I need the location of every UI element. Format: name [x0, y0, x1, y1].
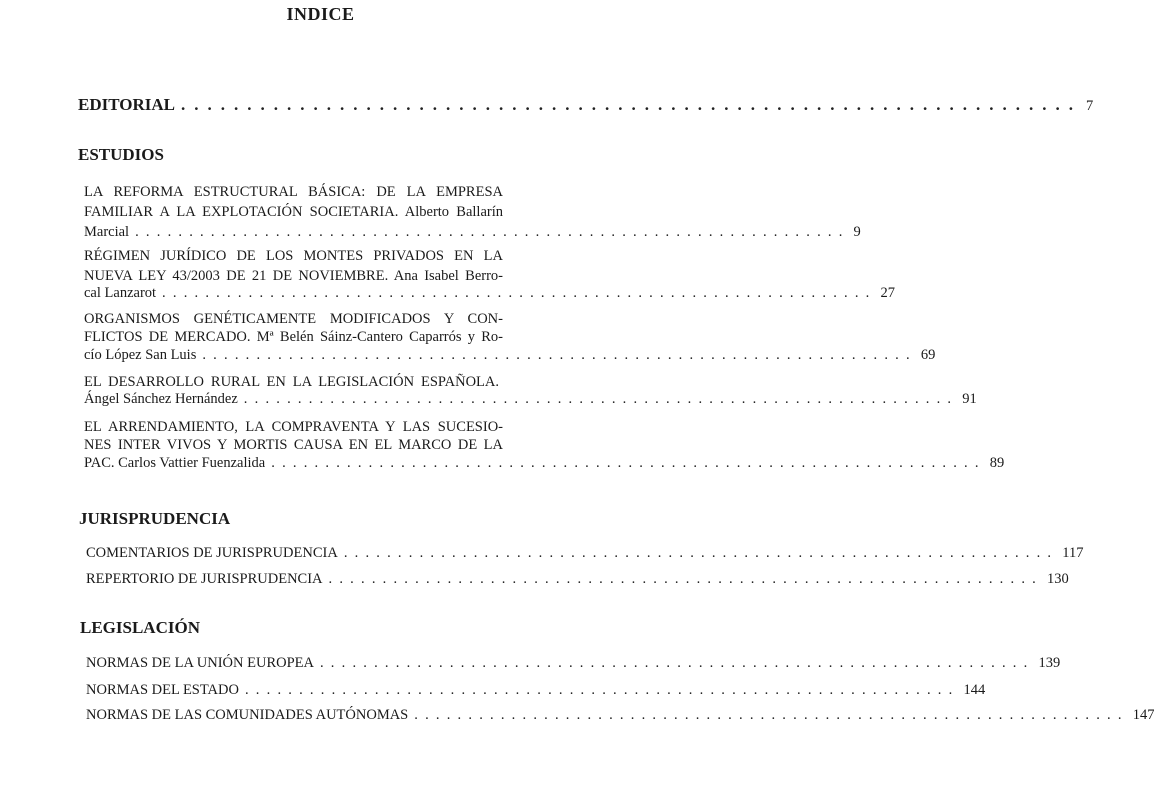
toc-page-number: 144: [963, 682, 986, 698]
toc-entry-text: PAC. Carlos Vattier Fuenzalida: [84, 455, 266, 471]
toc-page-number: 69: [920, 347, 936, 363]
toc-entry-label: NORMAS DE LAS COMUNIDADES AUTÓNOMAS: [86, 707, 409, 723]
leader-dots: ..................................................................: [243, 391, 959, 407]
leader-dots: ..................................................................: [343, 545, 1059, 561]
toc-entry-text: EL DESARROLLO RURAL EN LA LEGISLACIÓN ESPAÑOLA.: [84, 374, 499, 390]
section-heading-legislacion: LEGISLACIÓN: [80, 618, 200, 637]
toc-entry-label: COMENTARIOS DE JURISPRUDENCIA: [86, 545, 338, 561]
leader-dots: ..................................................................: [414, 707, 1129, 723]
toc-entry-last-line: [84, 285, 895, 302]
toc-entry-editorial[interactable]: [78, 95, 1094, 115]
toc-entry-text: cal Lanzarot: [84, 285, 157, 301]
toc-page-number: 130: [1046, 571, 1069, 587]
section-heading-estudios: ESTUDIOS: [78, 145, 164, 164]
toc-entry-last-line: [84, 224, 861, 241]
page-title: INDICE: [286, 4, 355, 24]
toc-entry-text: ORGANISMOS GENÉTICAMENTE MODIFICADOS Y CON-: [84, 311, 503, 327]
toc-entry-label: NORMAS DE LA UNIÓN EUROPEA: [86, 655, 314, 671]
toc-entry-text: Marcial: [84, 224, 130, 240]
toc-entry-text: FAMILIAR A LA EXPLOTACIÓN SOCIETARIA. Alberto Ballarín: [84, 204, 503, 220]
toc-page-number: 89: [989, 455, 1005, 471]
toc-entry-text: EL ARRENDAMIENTO, LA COMPRAVENTA Y LAS SUCESIO-: [84, 419, 503, 435]
toc-page-number: 9: [853, 224, 861, 240]
toc-entry-text: LA REFORMA ESTRUCTURAL BÁSICA: DE LA EMPRESA: [84, 184, 503, 200]
toc-entry-legislacion[interactable]: [86, 682, 986, 699]
leader-dots: ..................................................................: [202, 347, 917, 363]
toc-entry-text: NUEVA LEY 43/2003 DE 21 DE NOVIEMBRE. Ana Isabel Berro-: [84, 268, 503, 284]
toc-entry-text: Ángel Sánchez Hernández: [84, 391, 238, 407]
toc-entry-label: EDITORIAL: [78, 95, 175, 114]
toc-page-number: 147: [1132, 707, 1154, 723]
leader-dots: ..................................................................: [135, 224, 850, 240]
leader-dots: ..................................................................: [162, 285, 877, 301]
section-heading-jurisprudencia: JURISPRUDENCIA: [79, 509, 231, 528]
toc-page-number: 139: [1038, 655, 1061, 671]
leader-dots: ....................................................................: [181, 95, 1082, 114]
toc-entry-jurisprudencia[interactable]: [86, 545, 1084, 562]
toc-page-number: 117: [1062, 545, 1084, 561]
toc-entry-last-line: [84, 391, 977, 408]
leader-dots: ..................................................................: [244, 682, 960, 698]
leader-dots: ..................................................................: [271, 455, 986, 471]
toc-entry-text: cío López San Luis: [84, 347, 197, 363]
toc-entry-label: REPERTORIO DE JURISPRUDENCIA: [86, 571, 323, 587]
toc-entry-last-line: [84, 347, 936, 364]
toc-page-number: 7: [1086, 98, 1094, 114]
toc-entry-text: FLICTOS DE MERCADO. Mª Belén Sáinz-Cantero Caparrós y Ro-: [84, 329, 503, 345]
toc-entry-legislacion[interactable]: [86, 707, 1154, 724]
toc-entry-label: NORMAS DEL ESTADO: [86, 682, 239, 698]
toc-page-number: 27: [880, 285, 895, 301]
leader-dots: ..................................................................: [319, 655, 1035, 671]
toc-entry-last-line: [84, 455, 1005, 472]
toc-entry-text: RÉGIMEN JURÍDICO DE LOS MONTES PRIVADOS EN LA: [84, 248, 503, 264]
toc-entry-jurisprudencia[interactable]: [86, 571, 1069, 588]
toc-entry-text: NES INTER VIVOS Y MORTIS CAUSA EN EL MARCO DE LA: [84, 437, 503, 453]
leader-dots: ..................................................................: [328, 571, 1043, 587]
toc-page-number: 91: [962, 391, 977, 407]
toc-entry-legislacion[interactable]: [86, 655, 1061, 672]
